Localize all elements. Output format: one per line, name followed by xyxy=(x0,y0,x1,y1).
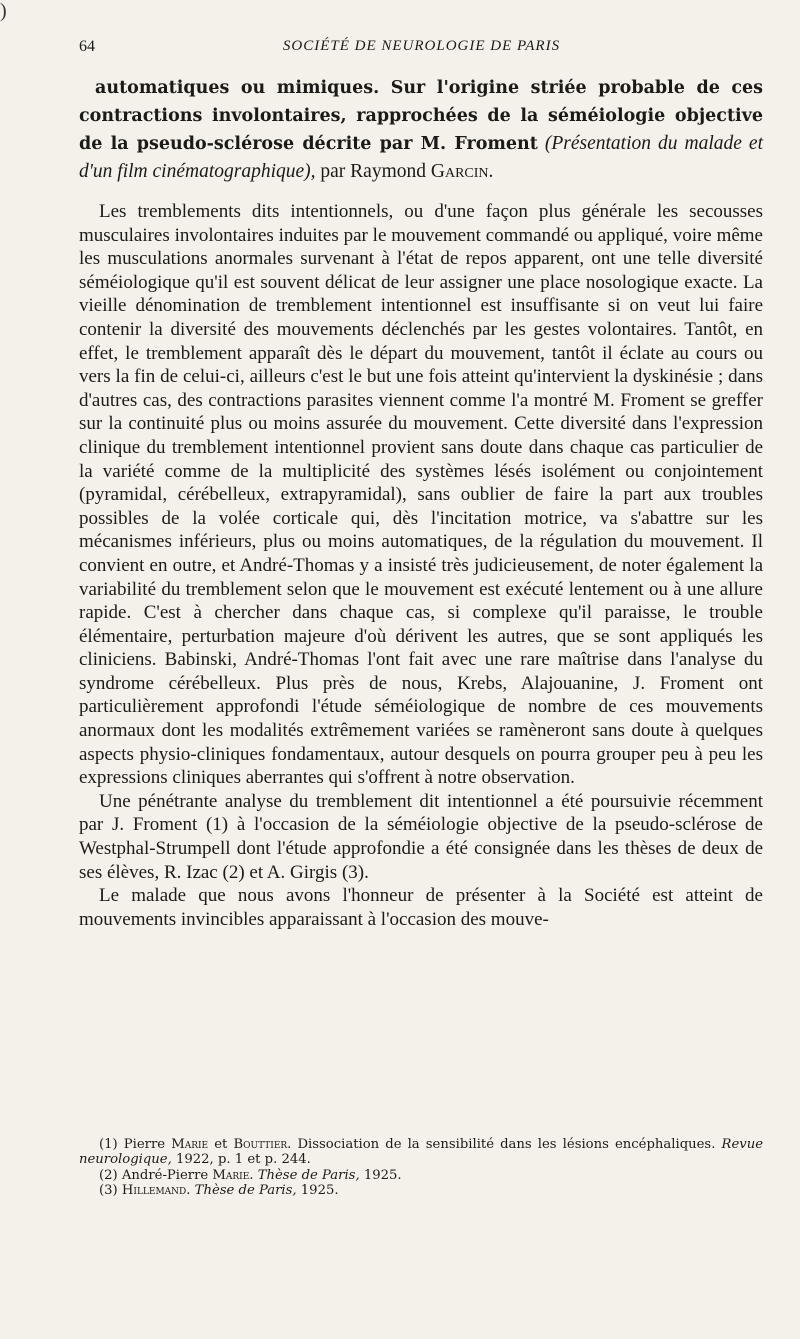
footnote-2-number: (2) André-Pierre xyxy=(99,1167,209,1183)
page-header xyxy=(79,38,764,62)
footnote-1-conj: et xyxy=(214,1137,228,1152)
footnote-2-year: 1925. xyxy=(363,1167,402,1183)
corner-mark: ) xyxy=(0,0,7,22)
title-bold: automatiques ou mimiques. Sur l'origine striée probable de ces contractions involontaires, rapprochées de la séméiologie objective de la pseudo-sclérose décrite par M. Froment xyxy=(79,78,763,154)
body-text xyxy=(79,200,763,931)
footnote-3-year: 1925. xyxy=(300,1182,339,1198)
footnote-1-journal: Revue neurologique, xyxy=(79,1137,763,1168)
footnotes xyxy=(79,1137,763,1198)
paragraph-2: Une pénétrante analyse du tremblement dit intentionnel a été poursuivie récemment par J. Froment (1) à l'occasion de la séméiologie objective de la pseudo-sclérose de Westphal-Strumpell dont l'étude approfondie a été consignée dans les thèses de deux de ses élèves, R. Izac (2) et A. Girgis (3). xyxy=(79,790,763,883)
footnote-3-number: (3) xyxy=(99,1182,118,1198)
footnote-1-title: Dissociation de la sensibilité dans les lésions encéphaliques. xyxy=(297,1137,716,1152)
footnote-3 xyxy=(79,1183,763,1198)
page-number: 64 xyxy=(79,38,95,55)
footnote-2-thesis: Thèse de Paris, xyxy=(257,1167,360,1183)
footnote-3-author: Hillemand. xyxy=(121,1182,191,1198)
footnote-1 xyxy=(79,1137,763,1168)
footnote-1-number: (1) Pierre xyxy=(99,1137,166,1152)
title-by: par Raymond xyxy=(320,161,426,182)
article-title xyxy=(79,74,763,185)
footnote-1-author-2: Bouttier. xyxy=(233,1137,292,1152)
paragraph-3: Le malade que nous avons l'honneur de présenter à la Société est atteint de mouvements invincibles apparaissant à l'occasion des mouve- xyxy=(79,885,763,930)
paragraph-1: Les tremblements dits intentionnels, ou d'une façon plus générale les secousses musculaires involontaires induites par le mouvement commandé ou appliqué, voire même les musculations anormales survenant à l'état de repos apparent, ont une telle diversité séméiologique qu'il est souvent délicat de leur assigner une place nosologique exacte. La vieille dénomination de tremblement intentionnel est insuffisante si on veut lui faire contenir la diversité des mouvements déclenchés par les gestes volontaires. Tantôt, en effet, le tremblement apparaît dès le départ du mouvement, tantôt il éclate au cours ou vers la fin de celui-ci, ailleurs c'est le but une fois atteint qu'intervient la dyskinésie ; dans d'autres cas, des contractions parasites viennent comme l'a montré M. Froment se greffer sur la continuité plus ou moins assurée du mouvement. Cette diversité dans l'expression clinique du tremblement intentionnel provient sans doute dans chaque cas particulier de la variété comme de la multiplicité des systèmes lésés isolément ou conjointement (pyramidal, cérébelleux, extrapyramidal), sans oublier de faire la part aux troubles possibles de la volée corticale qui, dès l'incitation motrice, va s'abattre sur les mécanismes inférieurs, plus ou moins automatiques, de la régulation du mouvement. Il convient en outre, et André-Thomas y a insisté très judicieusement, de noter également la variabilité du tremblement selon que le mouvement est exécuté lentement ou à une allure rapide. C'est à chercher dans chaque cas, si complexe qu'il paraisse, le trouble élémentaire, perturbation majeure d'où dérivent les autres, que se sont appliqués les cliniciens. Babinski, André-Thomas l'ont fait avec une rare maîtrise dans l'analyse du syndrome cérébelleux. Plus près de nous, Krebs, Alajouanine, J. Froment ont particulièrement approfondi l'étude séméiologique de nombre de ces mouvements anormaux dont les modalités extrêmement variées se ramèneront sans doute à quelques aspects physio-cliniques fondamentaux, autour desquels on pourra grouper peu à peu les expressions cliniques aberrantes qui s'offrent à notre observation. xyxy=(79,201,763,789)
footnote-3-thesis: Thèse de Paris, xyxy=(194,1182,297,1198)
footnote-2 xyxy=(79,1168,763,1183)
footnote-1-author-1: Marie xyxy=(171,1137,209,1152)
article-content xyxy=(79,74,763,931)
running-head: SOCIÉTÉ DE NEUROLOGIE DE PARIS xyxy=(282,38,561,54)
footnote-2-author: Marie. xyxy=(212,1167,254,1183)
author-name: Garcin. xyxy=(430,161,494,182)
title-italic: (Présentation du malade et d'un film cinématographique), xyxy=(79,133,764,182)
footnote-1-reference: 1922, p. 1 et p. 244. xyxy=(176,1152,311,1168)
